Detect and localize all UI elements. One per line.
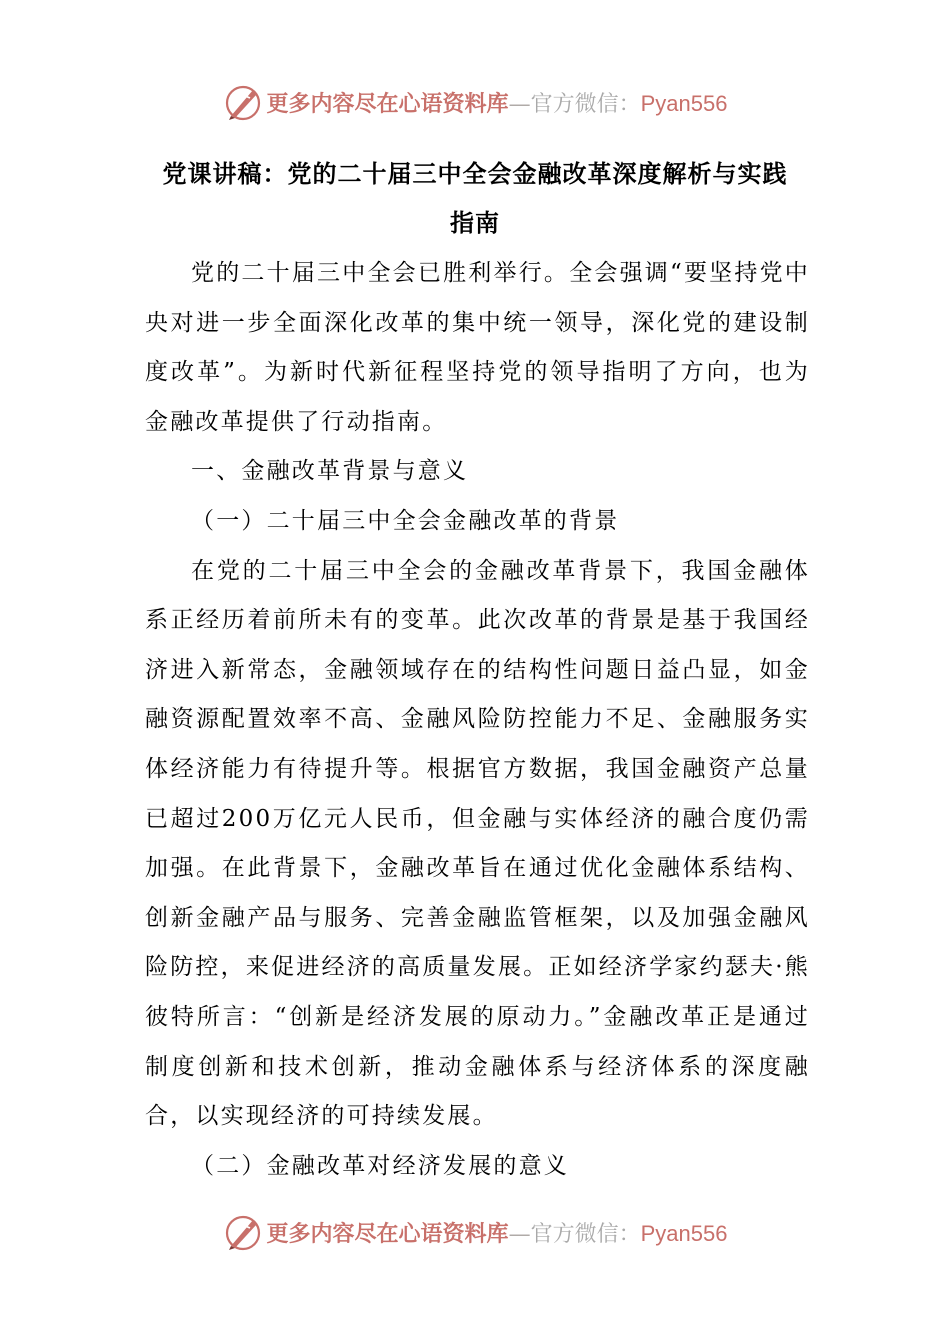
section-heading: 一、金融改革背景与意义 xyxy=(191,458,469,485)
banner-text xyxy=(267,1217,728,1248)
banner-dash: — xyxy=(508,91,531,117)
banner-text xyxy=(267,87,728,118)
pen-logo-icon xyxy=(223,1212,263,1252)
paragraph-intro: 党的二十届三中全会已胜利举行。全会强调“要坚持党中央对进一步全面深化改革的集中统一领导，深化党的建设制度改革”。为新时代新征程坚持党的领导指明了方向，也为金融改革提供了行动指南。 xyxy=(145,260,810,435)
header-banner xyxy=(0,80,950,124)
banner-wechat-id: Pyan556 xyxy=(640,1220,728,1246)
banner-official-label: 官方微信： xyxy=(530,91,641,117)
title-line-1: 党课讲稿：党的二十届三中全会金融改革深度解析与实践 xyxy=(162,160,788,188)
subsection-heading: （一）二十届三中全会金融改革的背景 xyxy=(191,507,620,534)
document-body xyxy=(145,249,810,1191)
paragraph-background: 在党的二十届三中全会的金融改革背景下，我国金融体系正经历着前所未有的变革。此次改革的背景是基于我国经济进入新常态，金融领域存在的结构性问题日益凸显，如金融资源配置效率不高、金融风险防控能力不足、金融服务实体经济能力有待提升等。根据官方数据，我国金融资产总量已超过200万亿元人民币，但金融与实体经济的融合度仍需加强。在此背景下，金融改革旨在通过优化金融体系结构、创新金融产品与服务、完善金融监管框架，以及加强金融风险防控，来促进经济的高质量发展。正如经济学家约瑟夫·熊彼特所言：“创新是经济发展的原动力。”金融改革正是通过制度创新和技术创新，推动金融体系与经济体系的深度融合，以实现经济的可持续发展。 xyxy=(145,557,810,1130)
banner-dash: — xyxy=(508,1221,531,1247)
footer-banner xyxy=(0,1210,950,1254)
banner-wechat-id: Pyan556 xyxy=(640,90,728,116)
document-title xyxy=(145,150,805,248)
pen-logo-icon xyxy=(223,82,263,122)
title-line-2: 指南 xyxy=(450,209,500,237)
banner-site-text: 更多内容尽在心语资料库 xyxy=(266,1220,509,1247)
banner-official-label: 官方微信： xyxy=(530,1221,641,1247)
banner-site-text: 更多内容尽在心语资料库 xyxy=(266,90,509,117)
subsection-heading: （二）金融改革对经济发展的意义 xyxy=(191,1152,569,1179)
